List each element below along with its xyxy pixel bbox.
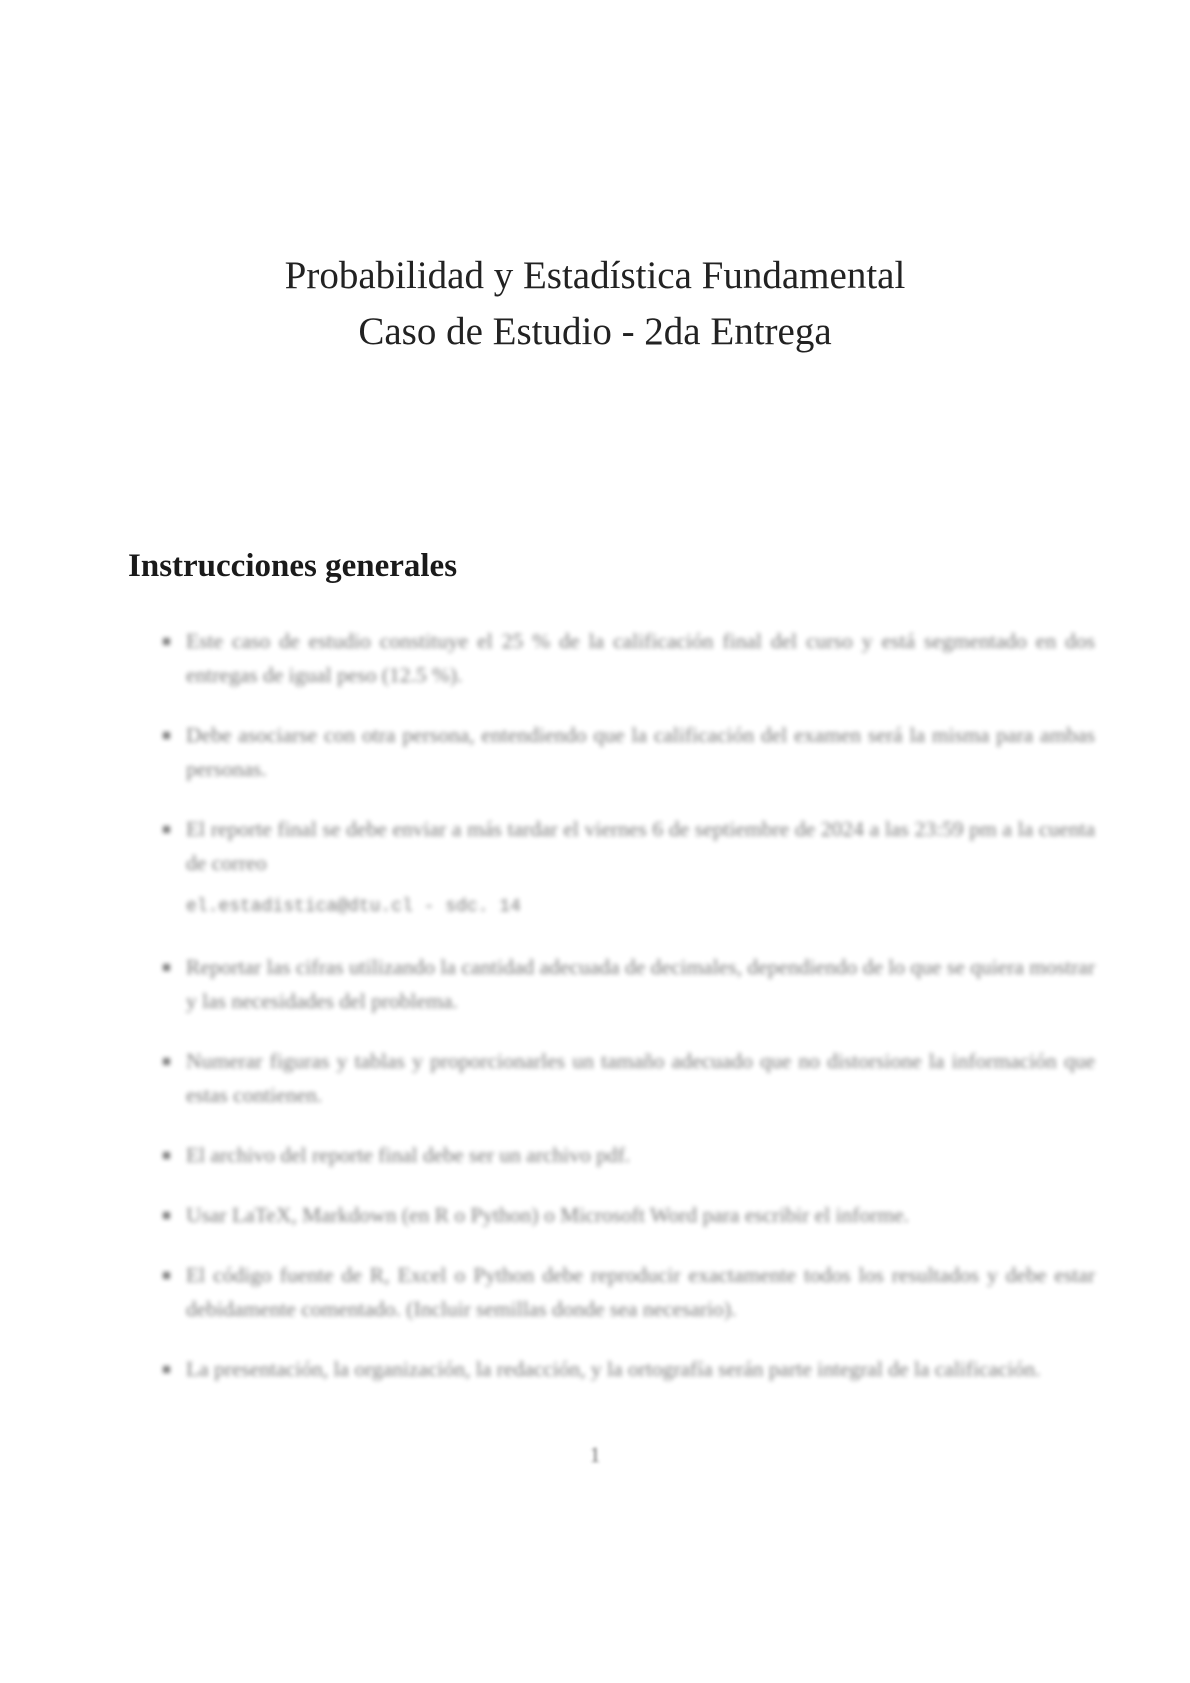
list-item bbox=[160, 1138, 1095, 1172]
email-address: el.estadistica@dtu.cl - sdc. 14 bbox=[186, 897, 521, 917]
list-item bbox=[160, 1044, 1095, 1112]
list-item bbox=[160, 1352, 1095, 1386]
bullet-icon bbox=[163, 732, 170, 739]
list-item-text: Numerar figuras y tablas y proporcionarles un tamaño adecuado que no distorsione la información que estas contienen. bbox=[186, 1049, 1095, 1107]
list-item bbox=[160, 718, 1095, 786]
bullet-icon bbox=[163, 638, 170, 645]
list-item-text: El archivo del reporte final debe ser un archivo pdf. bbox=[186, 1143, 631, 1167]
list-item bbox=[160, 624, 1095, 692]
bullet-icon bbox=[163, 964, 170, 971]
bullet-icon bbox=[163, 1366, 170, 1373]
list-item-text: La presentación, la organización, la redacción, y la ortografía serán parte integral de la calificación. bbox=[186, 1357, 1041, 1381]
list-item-text: El código fuente de R, Excel o Python debe reproducir exactamente todos los resultados y debe estar debidamente comentado. (Incluir semillas donde sea necesario). bbox=[186, 1263, 1095, 1321]
bullet-icon bbox=[163, 1272, 170, 1279]
title-line-subtitle: Caso de Estudio - 2da Entrega bbox=[358, 310, 832, 353]
list-item bbox=[160, 812, 1095, 924]
instruction-list bbox=[160, 624, 1095, 1412]
list-item-text: Debe asociarse con otra persona, entendiendo que la calificación del examen será la misma para ambas personas. bbox=[186, 723, 1095, 781]
list-item bbox=[160, 1198, 1095, 1232]
section-heading: Instrucciones generales bbox=[128, 548, 458, 584]
bullet-icon bbox=[163, 1212, 170, 1219]
title-line-course: Probabilidad y Estadística Fundamental bbox=[284, 254, 906, 297]
list-item bbox=[160, 1258, 1095, 1326]
list-item-text: El reporte final se debe enviar a más tardar el viernes 6 de septiembre de 2024 a las 23:59 pm a la cuenta de correo bbox=[186, 817, 1095, 875]
page-number: 1 bbox=[589, 1442, 601, 1467]
document-title bbox=[0, 248, 1190, 360]
bullet-icon bbox=[163, 1152, 170, 1159]
list-item-text: Este caso de estudio constituye el 25 % de la calificación final del curso y está segmentado en dos entregas de igual peso (12.5 %). bbox=[186, 629, 1095, 687]
list-item-text: Usar LaTeX, Markdown (en R o Python) o Microsoft Word para escribir el informe. bbox=[186, 1203, 910, 1227]
bullet-icon bbox=[163, 1058, 170, 1065]
bullet-icon bbox=[163, 826, 170, 833]
list-item bbox=[160, 950, 1095, 1018]
list-item-text: Reportar las cifras utilizando la cantidad adecuada de decimales, dependiendo de lo que se quiera mostrar y las necesidades del problema. bbox=[186, 955, 1095, 1013]
